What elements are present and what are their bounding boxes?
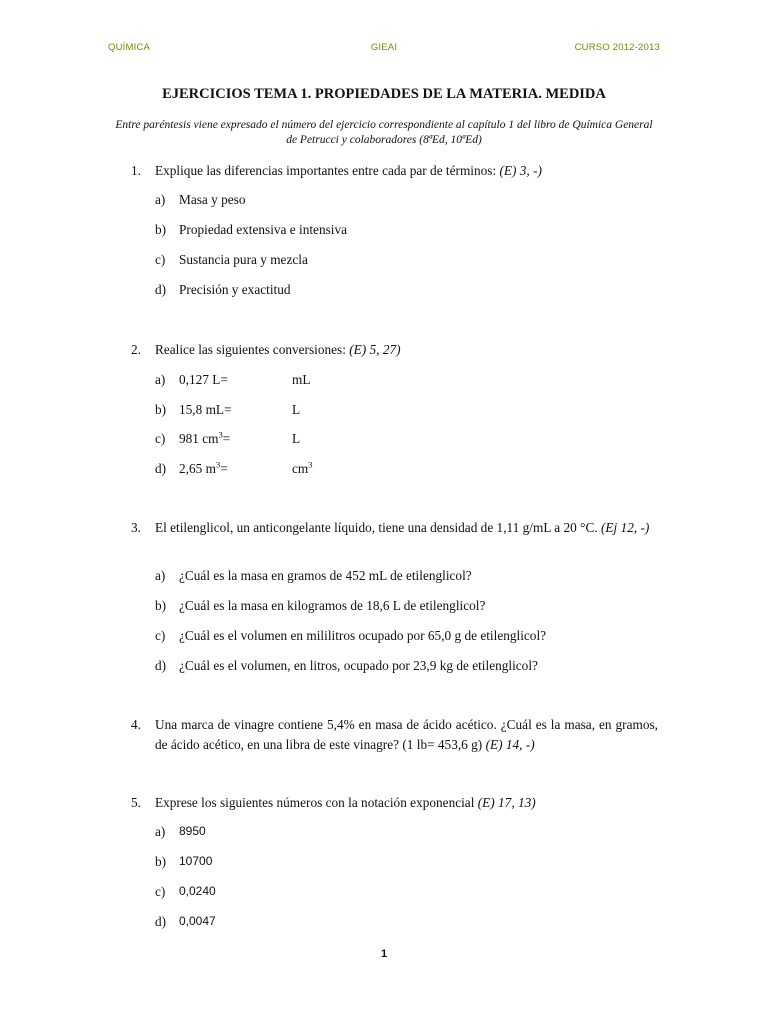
q1-item-d-letter: d)	[155, 282, 167, 297]
q2-item-a-unit: mL	[292, 372, 311, 387]
q1-item-c: Sustancia pura y mezcla	[179, 252, 308, 267]
q5-item-a: 8950	[179, 824, 206, 838]
q2-item-b-value: 15,8 mL=	[179, 402, 232, 417]
q3-item-d: ¿Cuál es el volumen, en litros, ocupado por 23,9 kg de etilenglicol?	[179, 658, 538, 673]
question-3-number: 3.	[131, 520, 141, 535]
question-5-reference: (E) 17, 13)	[477, 795, 536, 810]
q5-item-d: 0,0047	[179, 914, 216, 928]
q2-item-c-unit: L	[292, 431, 301, 446]
q5-item-a-letter: a)	[155, 824, 166, 839]
q1-item-b: Propiedad extensiva e intensiva	[179, 222, 348, 237]
q3-item-c: ¿Cuál es el volumen en mililitros ocupado por 65,0 g de etilenglicol?	[179, 628, 547, 643]
q1-item-a: Masa y peso	[179, 192, 246, 207]
q2-item-b-letter: b)	[155, 402, 167, 417]
q2-item-a-letter: a)	[155, 372, 166, 387]
q5-item-b-letter: b)	[155, 854, 167, 869]
question-3	[155, 518, 658, 538]
question-4	[155, 715, 658, 754]
question-3-reference: (Ej 12, -)	[600, 520, 650, 535]
question-2-reference: (E) 5, 27)	[349, 342, 401, 357]
q1-item-a-letter: a)	[155, 192, 166, 207]
q5-item-c-letter: c)	[155, 884, 166, 899]
q5-item-d-letter: d)	[155, 914, 167, 929]
q3-item-c-letter: c)	[155, 628, 166, 643]
q2-item-d-unit: $cm^3$	[292, 459, 313, 476]
question-5-text: Exprese los siguientes números con la notación exponencial	[155, 795, 475, 810]
question-1-number: 1.	[131, 163, 141, 178]
question-3-text: El etilenglicol, un anticongelante líquido, tiene una densidad de 1,11 g/mL a 20 °C.	[155, 520, 598, 535]
question-1-reference: (E) 3, -)	[499, 163, 542, 178]
header-subject: QUÍMICA	[108, 42, 151, 53]
question-2-text: Realice las siguientes conversiones:	[155, 342, 346, 357]
question-1-text: Explique las diferencias importantes entre cada par de términos:	[155, 163, 497, 178]
q3-item-b-letter: b)	[155, 598, 167, 613]
q2-item-c-letter: c)	[155, 431, 166, 446]
q3-item-b: ¿Cuál es la masa en kilogramos de 18,6 L de etilenglicol?	[179, 598, 486, 613]
q3-item-d-letter: d)	[155, 658, 167, 673]
question-5-number: 5.	[131, 795, 141, 810]
q2-item-b-unit: L	[292, 402, 301, 417]
page-number: 1	[380, 948, 388, 960]
question-5	[155, 793, 658, 813]
q5-item-c: 0,0240	[179, 884, 216, 898]
q1-item-c-letter: c)	[155, 252, 166, 267]
question-4-number: 4.	[131, 717, 141, 732]
q2-item-a-value: 0,127 L=	[179, 372, 228, 387]
question-4-reference: (E) 14, -)	[485, 736, 535, 752]
document-title: EJERCICIOS TEMA 1. PROPIEDADES DE LA MATERIA. MEDIDA	[162, 86, 606, 102]
q3-item-a-letter: a)	[155, 568, 166, 583]
q1-item-b-letter: b)	[155, 222, 167, 237]
question-1	[155, 161, 658, 181]
header-course: CURSO 2012-2013	[574, 42, 660, 53]
intro-note: Entre paréntesis viene expresado el número del ejercicio correspondiente al capítulo 1 del libro de Química General de Petrucci y colaboradores (8ªEd, 10ªEd)	[115, 119, 653, 146]
q2-item-d-letter: d)	[155, 461, 167, 476]
question-2-number: 2.	[131, 342, 141, 357]
question-2	[155, 340, 658, 360]
q5-item-b: 10700	[179, 854, 213, 868]
q2-item-c-value: 981 $cm^3=$	[179, 429, 231, 446]
question-4-text: Una marca de vinagre contiene 5,4% en masa de ácido acético. ¿Cuál es la masa, en gramos, de ácido acético, en una libra de este vinagre? (1 lb= 453,6 g)	[155, 717, 658, 752]
q3-item-a: ¿Cuál es la masa en gramos de 452 mL de etilenglicol?	[179, 568, 472, 583]
header-program: GIEAI	[370, 42, 398, 53]
q1-item-d: Precisión y exactitud	[179, 282, 291, 297]
q2-item-d-value: 2,65 $m^3=$	[179, 459, 228, 476]
